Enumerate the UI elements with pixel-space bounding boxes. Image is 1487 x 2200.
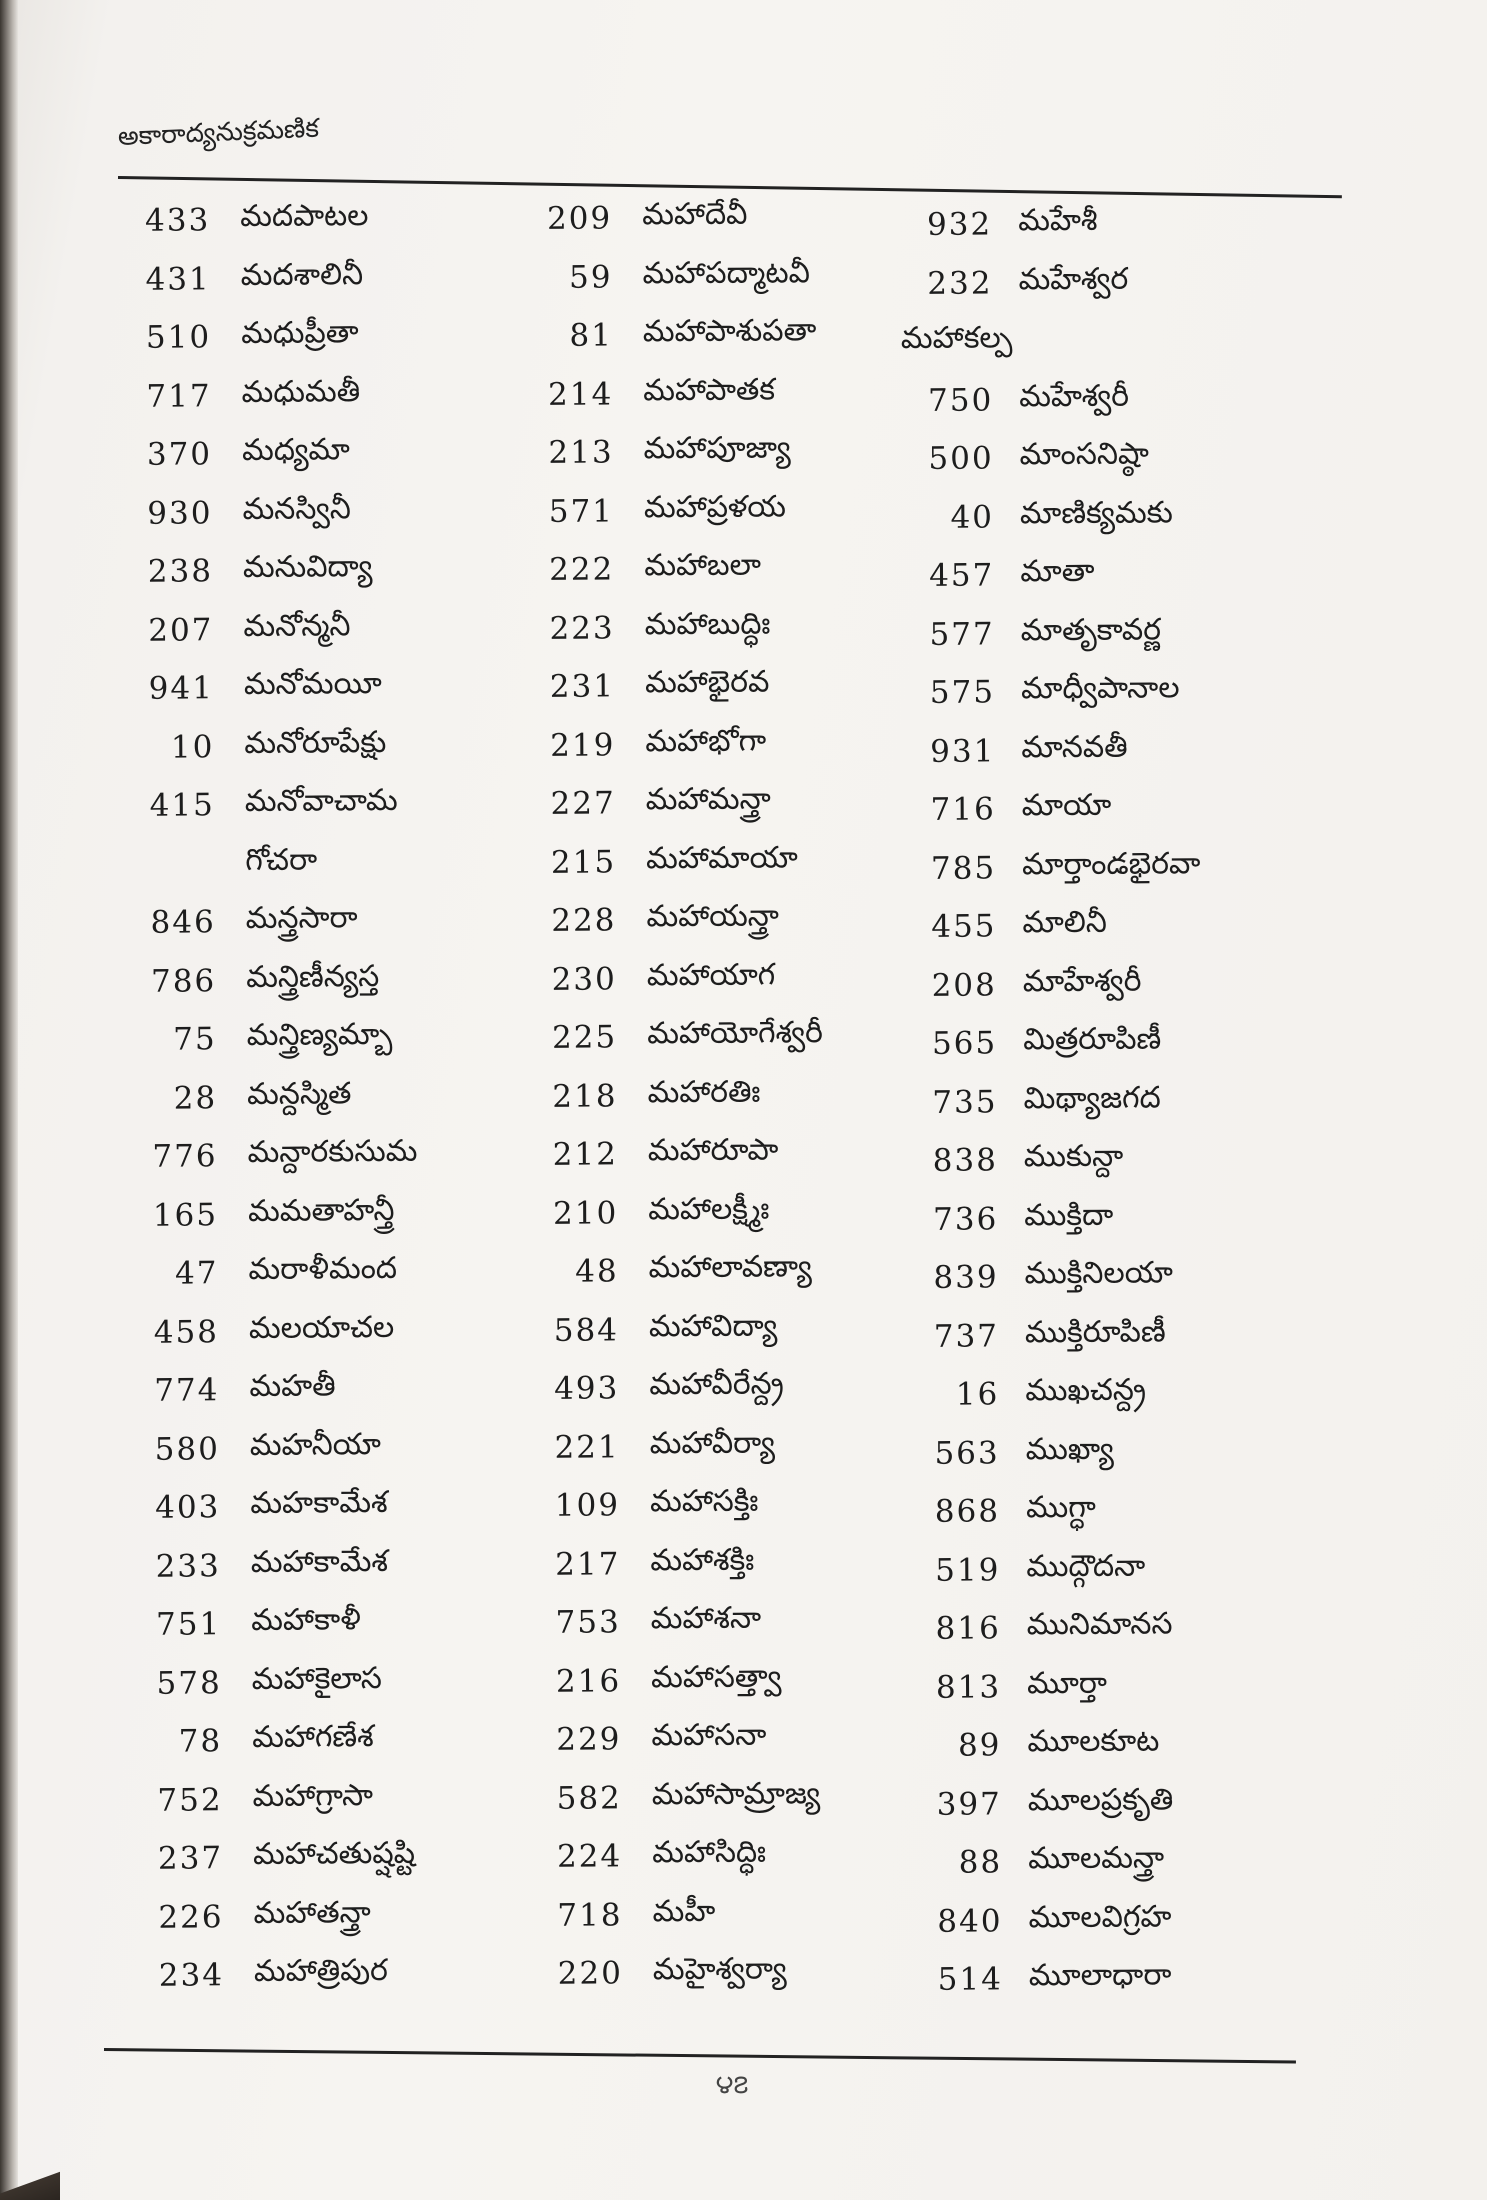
index-entry — [530, 1825, 960, 1886]
index-entry — [531, 1942, 961, 2003]
entry-name: మదశాలినీ — [240, 256, 364, 293]
entry-name: మహాకాళీ — [251, 1602, 361, 1638]
entry-number: 48 — [575, 1253, 619, 1290]
index-column-2 — [520, 187, 952, 2190]
page-number: ౪౭ — [715, 2070, 749, 2100]
index-entry — [524, 831, 954, 892]
entry-name: మార్తాండభైరవా — [1021, 845, 1201, 882]
index-entry — [127, 1300, 557, 1361]
entry-name: మహాపూజ్యా — [643, 430, 791, 467]
entry-number: 47 — [174, 1255, 219, 1292]
entry-number: 774 — [154, 1372, 220, 1409]
index-entry — [905, 1071, 1335, 1132]
entry-number: 735 — [932, 1083, 998, 1121]
entry-number: 751 — [155, 1606, 222, 1643]
entry-number — [123, 864, 215, 865]
entry-name: మహాభైరవ — [644, 664, 770, 701]
entry-name: మనువిద్యా — [242, 549, 373, 586]
entry-number: 16 — [955, 1376, 1000, 1413]
entry-number: 433 — [144, 202, 211, 239]
entry-number: 813 — [935, 1668, 1002, 1706]
index-column-3 — [900, 193, 1332, 2196]
entry-number: 510 — [145, 319, 212, 356]
entry-number: 213 — [548, 434, 614, 471]
index-entry — [905, 954, 1335, 1015]
index-entry — [123, 774, 553, 835]
entry-number: 932 — [926, 206, 993, 243]
entry-name: మిత్రరూపిణీ — [1023, 1021, 1162, 1058]
index-entry — [529, 1591, 959, 1652]
entry-name: మన్దారకుసుమ — [247, 1133, 418, 1171]
entry-number: 577 — [929, 615, 995, 653]
entry-name: మహాపద్మాటవీ — [642, 254, 810, 291]
entry-number: 838 — [932, 1142, 999, 1179]
entry-name: గోచరా — [245, 841, 318, 878]
entry-name: మన్దస్మిత — [246, 1075, 352, 1112]
entry-number: 228 — [551, 902, 617, 939]
index-entry — [523, 655, 953, 716]
entry-number: 750 — [927, 381, 994, 419]
index-entry — [520, 187, 950, 248]
entry-name: ముగ్ధా — [1025, 1489, 1096, 1526]
entry-number: 217 — [555, 1545, 621, 1583]
index-entry — [127, 1359, 557, 1420]
index-entry — [125, 1066, 555, 1127]
entry-name: మధుప్రీతా — [240, 315, 359, 352]
entry-number: 839 — [933, 1259, 999, 1296]
entry-number: 737 — [933, 1317, 1000, 1355]
entry-name: మహేశ్వరీ — [1019, 378, 1130, 414]
index-entry — [523, 597, 953, 658]
entry-number: 455 — [931, 908, 997, 945]
index-entry — [524, 772, 954, 833]
entry-name: మహాయోగేశ్వరీ — [647, 1015, 824, 1052]
entry-number: 218 — [552, 1077, 618, 1115]
entry-name: మన్త్రిణీన్యస్త — [246, 958, 380, 995]
index-entry — [522, 538, 952, 599]
index-entry — [905, 1012, 1335, 1073]
entry-name: మహాబుద్ధిః — [644, 605, 771, 642]
entry-number: 563 — [934, 1434, 1000, 1472]
index-entry — [908, 1539, 1338, 1600]
entry-name: మరాళీమంద — [248, 1250, 398, 1288]
entry-number: 776 — [152, 1138, 218, 1175]
index-entry — [908, 1422, 1338, 1483]
index-entry — [524, 889, 954, 950]
index-entry — [901, 427, 1331, 488]
index-entry — [911, 1948, 1341, 2009]
entry-number: 214 — [547, 375, 614, 413]
entry-name: మహాలావణ్యా — [648, 1249, 812, 1286]
entry-number: 415 — [149, 787, 215, 824]
entry-number: 941 — [148, 670, 215, 707]
index-entry — [909, 1714, 1339, 1775]
entry-name: మూలకూట — [1027, 1723, 1160, 1760]
entry-name: మనోన్మనీ — [243, 607, 351, 644]
entry-number: 753 — [555, 1604, 621, 1641]
entry-number: 786 — [150, 962, 217, 1000]
entry-number: 816 — [935, 1610, 1001, 1647]
entry-number: 227 — [550, 785, 616, 822]
entry-name: మహాసిద్ధిః — [652, 1834, 767, 1871]
index-entry — [522, 480, 952, 541]
entry-name: మహీ — [652, 1893, 716, 1929]
entry-number: 457 — [929, 557, 995, 594]
index-entry — [530, 1884, 960, 1945]
index-entry — [525, 1065, 955, 1126]
index-entry — [904, 778, 1334, 839]
entry-number: 28 — [173, 1079, 218, 1117]
index-entry — [120, 423, 550, 484]
entry-number: 223 — [549, 609, 615, 647]
entry-name: మహాగ్రాసా — [252, 1777, 374, 1814]
entry-number: 109 — [554, 1487, 621, 1524]
entry-number: 59 — [568, 258, 613, 296]
entry-number: 231 — [549, 668, 616, 705]
entry-name: మహతీ — [249, 1368, 336, 1405]
entry-name: ముక్తినిలయా — [1024, 1255, 1174, 1292]
entry-number: 752 — [157, 1781, 223, 1819]
entry-name: మహాసత్త్వా — [650, 1658, 782, 1695]
index-entry — [910, 1773, 1340, 1834]
entry-name: మహారతిః — [647, 1074, 761, 1110]
index-entry — [129, 1651, 559, 1712]
index-entry — [523, 714, 953, 775]
entry-number: 493 — [554, 1370, 620, 1407]
entry-number: 500 — [928, 440, 994, 477]
entry-name: మహేశ్వర — [1018, 261, 1129, 297]
entry-name: మహామాయా — [645, 839, 798, 876]
entry-name: ముఖచన్ద్ర — [1025, 1372, 1147, 1409]
entry-name: మహాసక్తిః — [649, 1483, 759, 1520]
entry-name: మన్త్రసారా — [245, 900, 358, 937]
index-entry — [910, 1831, 1340, 1892]
entry-number: 840 — [937, 1902, 1003, 1940]
entry-name: ముఖ్యా — [1025, 1431, 1114, 1467]
entry-number: 220 — [557, 1955, 624, 1992]
entry-number: 403 — [155, 1489, 221, 1526]
index-entry — [521, 363, 951, 424]
index-entry — [132, 1944, 562, 2005]
entry-name: మహాపాశుపతా — [642, 313, 817, 350]
entry-number: 225 — [551, 1019, 618, 1056]
index-entry — [521, 304, 951, 365]
index-entry — [526, 1240, 956, 1301]
entry-name: మహాబలా — [644, 547, 762, 584]
index-column-1 — [118, 189, 554, 2192]
entry-name: మహాయాగ — [646, 956, 776, 993]
entry-number: 229 — [556, 1721, 622, 1758]
entry-name: మహాదేవీ — [642, 196, 748, 233]
entry-name: మాలినీ — [1022, 904, 1107, 941]
entry-name: మధుమతీ — [241, 373, 361, 410]
entry-name: మహాశక్తిః — [650, 1542, 755, 1578]
entry-number: 397 — [936, 1785, 1002, 1823]
index-entry — [529, 1650, 959, 1711]
entry-name: మహైశ్వర్యా — [652, 1951, 787, 1988]
index-entry — [901, 369, 1331, 430]
entry-name: మాణిక్యమకు — [1019, 494, 1173, 531]
entry-number: 785 — [930, 849, 997, 887]
entry-name: మధ్యమా — [241, 432, 350, 469]
entry-number: 575 — [929, 674, 996, 711]
entry-name: మహాచతుష్షష్టి — [252, 1835, 416, 1872]
entry-name: మనోమయీ — [243, 665, 382, 703]
index-entry — [904, 837, 1334, 898]
entry-number: 370 — [146, 436, 213, 473]
index-entry — [119, 364, 549, 425]
index-entry — [901, 310, 1331, 371]
index-entry — [131, 1885, 561, 1946]
entry-name: మహావిద్యా — [648, 1307, 778, 1344]
entry-number: 88 — [958, 1844, 1003, 1881]
index-entry — [909, 1597, 1339, 1658]
entry-number: 718 — [557, 1896, 623, 1934]
index-entry — [904, 895, 1334, 956]
entry-number: 207 — [148, 611, 214, 649]
page-corner-shadow — [0, 2170, 60, 2200]
index-entry — [126, 1183, 556, 1244]
entry-name: మదపాటల — [240, 198, 369, 235]
index-entry — [128, 1417, 558, 1478]
entry-name: మహాకల్ప — [900, 320, 1013, 356]
entry-name: మాతృకావర్ణ — [1020, 611, 1162, 648]
entry-name: ముకున్దా — [1023, 1138, 1124, 1175]
entry-number: 75 — [173, 1021, 217, 1058]
index-entry — [903, 720, 1333, 781]
index-entry — [123, 832, 553, 893]
entry-number: 930 — [147, 494, 213, 532]
entry-name: మహాశనా — [650, 1600, 762, 1637]
entry-name: మహావీర్యా — [649, 1424, 776, 1461]
entry-name: మనస్వినీ — [242, 490, 351, 527]
index-entry — [906, 1188, 1336, 1249]
entry-name: మహేశీ — [1018, 202, 1098, 239]
entry-name: మహాపాతక — [643, 371, 776, 408]
index-entry — [906, 1129, 1336, 1190]
entry-name: మహాప్రళయ — [643, 488, 787, 525]
index-entry — [129, 1534, 559, 1595]
index-entry — [129, 1593, 559, 1654]
entry-name: ముక్తిరూపిణీ — [1024, 1313, 1166, 1350]
entry-name: మహనీయా — [249, 1426, 382, 1463]
index-entry — [130, 1768, 560, 1829]
index-entry — [131, 1827, 561, 1888]
index-entry — [910, 1890, 1340, 1951]
index-entry — [528, 1416, 958, 1477]
index-entry — [521, 421, 951, 482]
entry-number: 81 — [569, 317, 614, 354]
index-entry — [900, 193, 1330, 254]
entry-number: 222 — [549, 551, 615, 588]
entry-number: 208 — [931, 966, 997, 1004]
entry-name: మూర్తా — [1026, 1665, 1108, 1701]
index-entry — [907, 1363, 1337, 1424]
entry-name: మాంసనిష్ఠా — [1019, 436, 1149, 473]
index-entry — [528, 1533, 958, 1594]
index-entry — [118, 247, 548, 308]
entry-number: 580 — [154, 1430, 221, 1468]
entry-name: మూలవిగ్రహ — [1028, 1898, 1172, 1935]
entry-name: మహాసామ్రాజ్య — [651, 1775, 821, 1812]
entry-name: మలయాచల — [248, 1309, 395, 1346]
entry-number: 458 — [153, 1313, 220, 1351]
entry-number: 582 — [556, 1779, 622, 1817]
entry-name: మిథ్యాజగద — [1023, 1079, 1161, 1116]
index-entry — [530, 1767, 960, 1828]
entry-name: మహావీరేన్ద్ర — [649, 1366, 784, 1403]
index-entry — [118, 189, 548, 250]
index-entry — [903, 661, 1333, 722]
entry-number: 519 — [935, 1551, 1001, 1589]
index-entry — [526, 1182, 956, 1243]
index-entry — [124, 1008, 554, 1069]
entry-number: 238 — [147, 553, 214, 590]
index-entry — [527, 1299, 957, 1360]
entry-number: 212 — [552, 1136, 619, 1173]
entry-number: 578 — [156, 1664, 222, 1702]
entry-name: మాయా — [1021, 787, 1112, 824]
index-entry — [909, 1656, 1339, 1717]
running-head: అకారాద్యనుక్రమణిక — [117, 113, 320, 152]
index-entry — [124, 891, 554, 952]
entry-name: మహాగణేశ — [252, 1719, 374, 1755]
index-entry — [906, 1246, 1336, 1307]
entry-name: మమతాహన్త్రీ — [247, 1192, 395, 1229]
entry-number: 210 — [552, 1194, 619, 1232]
entry-name: మహాత్రిపుర — [253, 1952, 389, 1989]
index-entry — [529, 1708, 959, 1769]
index-entry — [130, 1710, 560, 1771]
entry-number: 216 — [555, 1662, 622, 1700]
index-entry — [903, 603, 1333, 664]
entry-name: మహాలక్ష్మీః — [648, 1190, 770, 1227]
entry-number: 233 — [155, 1547, 221, 1585]
index-entry — [527, 1357, 957, 1418]
entry-name: మహాసనా — [651, 1717, 767, 1754]
entry-name: ముక్తిదా — [1024, 1197, 1114, 1233]
index-entry — [119, 306, 549, 367]
entry-number: 565 — [931, 1025, 998, 1062]
entry-name: ముద్గౌదనా — [1026, 1548, 1146, 1584]
entry-name: మూలమన్త్రా — [1028, 1840, 1165, 1877]
entry-name: మహాతన్త్రా — [253, 1894, 371, 1931]
entry-number: 221 — [554, 1428, 620, 1466]
entry-name: మహారూపా — [647, 1132, 779, 1169]
entry-number: 219 — [550, 726, 616, 764]
entry-number: 165 — [152, 1196, 219, 1234]
index-entry — [120, 481, 550, 542]
entry-number: 209 — [546, 200, 613, 237]
entry-number: 717 — [146, 377, 212, 415]
entry-number: 224 — [556, 1838, 623, 1875]
book-spine-shadow — [0, 0, 18, 2200]
index-entry — [908, 1480, 1338, 1541]
entry-name: మన్త్రిణ్యమ్బా — [246, 1016, 393, 1054]
entry-number: 232 — [927, 264, 993, 302]
entry-number: 571 — [548, 492, 615, 530]
index-entry — [900, 252, 1330, 313]
entry-number: 931 — [930, 732, 996, 770]
entry-name: మాతా — [1020, 553, 1095, 590]
entry-number: 89 — [957, 1727, 1002, 1764]
entry-number: 868 — [934, 1493, 1001, 1530]
entry-name: మహకామేశ — [250, 1484, 388, 1522]
entry-number: 431 — [145, 260, 211, 298]
entry-name: మానవతీ — [1021, 729, 1128, 765]
entry-name: మూలప్రకృతి — [1027, 1781, 1174, 1818]
entry-name: మహాయన్త్రా — [646, 898, 780, 935]
index-entry — [525, 1006, 955, 1067]
entry-name: మూలాధారా — [1028, 1957, 1172, 1994]
index-entry — [121, 598, 551, 659]
entry-number: 514 — [937, 1961, 1004, 1998]
entry-name: మహాభోగా — [645, 723, 767, 759]
index-entry — [124, 949, 554, 1010]
entry-number: 716 — [930, 791, 996, 828]
entry-name: మనోవాచామ — [244, 782, 398, 820]
entry-number: 736 — [932, 1200, 999, 1238]
index-entry — [902, 486, 1332, 547]
entry-name: మాహేశ్వరీ — [1022, 963, 1142, 999]
entry-number: 10 — [170, 728, 215, 766]
index-entry — [121, 540, 551, 601]
entry-number: 237 — [157, 1840, 224, 1877]
index-entry — [122, 657, 552, 718]
index-entry — [126, 1242, 556, 1303]
index-entry — [525, 948, 955, 1009]
index-entry — [907, 1305, 1337, 1366]
entry-name: మాధ్వీపానాల — [1020, 670, 1180, 707]
entry-number: 234 — [158, 1957, 225, 1994]
index-entry — [125, 1125, 555, 1186]
index-entry — [128, 1476, 558, 1537]
entry-name: మునిమానస — [1026, 1606, 1173, 1643]
entry-number: 78 — [178, 1723, 223, 1760]
entry-number: 846 — [150, 904, 216, 941]
index-entry — [902, 544, 1332, 605]
index-entry — [526, 1123, 956, 1184]
entry-number: 226 — [158, 1898, 224, 1936]
entry-number: 584 — [553, 1311, 620, 1349]
index-entry — [122, 715, 552, 776]
entry-number: 40 — [950, 498, 995, 536]
index-entry — [520, 246, 950, 307]
entry-number: 215 — [550, 843, 617, 881]
entry-name: మహామన్త్రా — [645, 781, 771, 818]
entry-number: 230 — [551, 960, 617, 998]
entry-name: మహాకైలాస — [251, 1660, 382, 1697]
entry-name: మనోరూపేక్షు — [244, 724, 387, 761]
entry-name: మహాకామేశ — [250, 1543, 389, 1580]
index-entry — [528, 1474, 958, 1535]
